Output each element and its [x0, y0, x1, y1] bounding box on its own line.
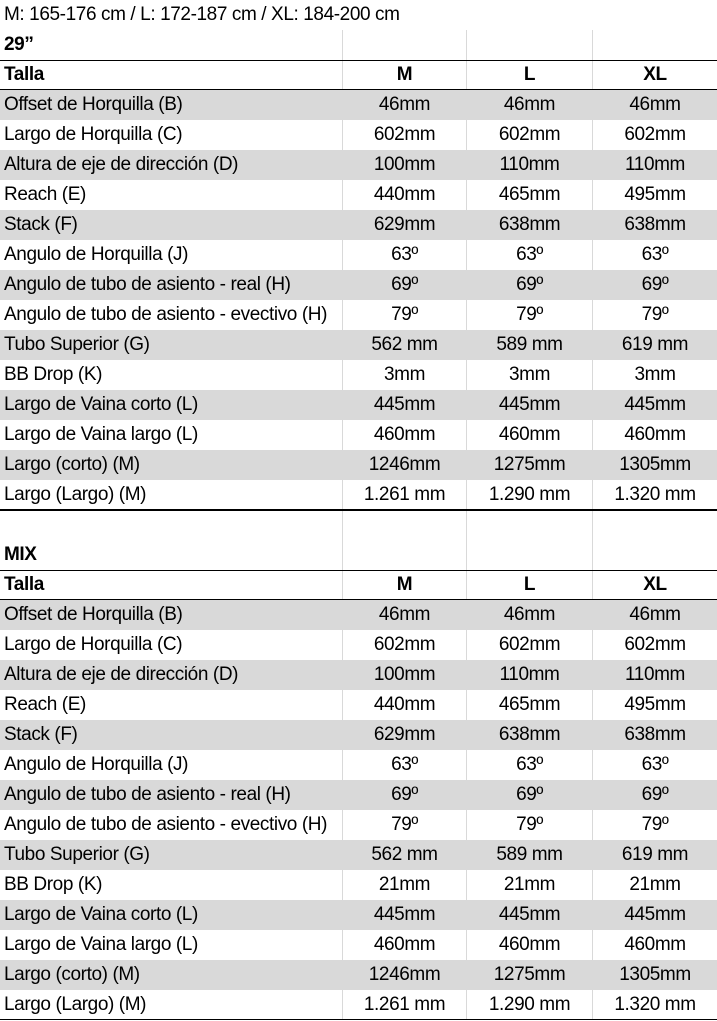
row-label: Largo de Vaina largo (L): [4, 424, 198, 445]
row-label: Tubo Superior (G): [4, 334, 150, 355]
empty-cell: [342, 511, 466, 540]
table-row: [0, 780, 717, 810]
value-size-xl: 1.320 mm: [592, 480, 717, 509]
value-size-l: 110mm: [466, 150, 592, 180]
value-size-m: 100mm: [342, 660, 466, 690]
table-row: [0, 120, 717, 150]
table-row: [0, 990, 717, 1020]
value-size-xl: 638mm: [592, 210, 717, 240]
value-size-l: 445mm: [466, 390, 592, 420]
value-size-xl: 69º: [592, 780, 717, 810]
value-size-xl: 1305mm: [592, 450, 717, 480]
value-size-l: 46mm: [466, 90, 592, 120]
value-size-m: 63º: [342, 750, 466, 780]
value-size-l: 3mm: [466, 360, 592, 390]
value-size-l: 638mm: [466, 720, 592, 750]
value-size-l: 1275mm: [466, 960, 592, 990]
empty-cell: [466, 30, 592, 60]
value-size-xl: 63º: [592, 240, 717, 270]
table-29-body: [0, 90, 717, 510]
table-row: [0, 390, 717, 420]
value-size-m: 79º: [342, 810, 466, 840]
table-row: [0, 750, 717, 780]
row-label: Altura de eje de dirección (D): [4, 664, 239, 685]
header-size-m: M: [342, 61, 466, 89]
value-size-xl: 69º: [592, 270, 717, 300]
header-talla: Talla: [4, 64, 44, 85]
table-row: [0, 270, 717, 300]
empty-cell: [342, 540, 466, 570]
value-size-l: 21mm: [466, 870, 592, 900]
value-size-m: 460mm: [342, 420, 466, 450]
row-label: Angulo de Horquilla (J): [4, 754, 189, 775]
row-label: Tubo Superior (G): [4, 844, 150, 865]
table-row: [0, 240, 717, 270]
table-row: [0, 660, 717, 690]
row-label: Largo (Largo) (M): [4, 993, 147, 1015]
value-size-m: 79º: [342, 300, 466, 330]
value-size-m: 440mm: [342, 180, 466, 210]
value-size-l: 1.290 mm: [466, 480, 592, 509]
table-row: [0, 480, 717, 510]
row-label: Angulo de tubo de asiento - real (H): [4, 274, 291, 295]
value-size-l: 460mm: [466, 930, 592, 960]
value-size-m: 460mm: [342, 930, 466, 960]
row-label: Reach (E): [4, 184, 86, 205]
table-row: [0, 720, 717, 750]
value-size-xl: 445mm: [592, 900, 717, 930]
empty-cell: [342, 30, 466, 60]
header-size-l: L: [466, 61, 592, 89]
empty-cell: [592, 30, 717, 60]
value-size-m: 629mm: [342, 720, 466, 750]
value-size-l: 46mm: [466, 600, 592, 630]
value-size-m: 445mm: [342, 390, 466, 420]
value-size-l: 1275mm: [466, 450, 592, 480]
value-size-l: 63º: [466, 750, 592, 780]
value-size-l: 445mm: [466, 900, 592, 930]
value-size-m: 562 mm: [342, 330, 466, 360]
value-size-xl: 638mm: [592, 720, 717, 750]
value-size-l: 589 mm: [466, 840, 592, 870]
table-row: [0, 420, 717, 450]
value-size-l: 69º: [466, 270, 592, 300]
value-size-xl: 602mm: [592, 120, 717, 150]
value-size-xl: 110mm: [592, 150, 717, 180]
table-row: [0, 180, 717, 210]
table-mix-header-row: [0, 570, 717, 600]
table-mix-title: MIX: [4, 544, 37, 565]
row-label: Largo de Vaina corto (L): [4, 904, 198, 925]
table-row: [0, 960, 717, 990]
value-size-xl: 79º: [592, 810, 717, 840]
value-size-xl: 110mm: [592, 660, 717, 690]
row-label: Angulo de tubo de asiento - evectivo (H): [4, 304, 328, 325]
row-label: Stack (F): [4, 214, 78, 235]
value-size-m: 602mm: [342, 630, 466, 660]
table-29-header-row: [0, 60, 717, 90]
empty-cell: [592, 540, 717, 570]
value-size-l: 79º: [466, 300, 592, 330]
table-row: [0, 600, 717, 630]
header-size-m: M: [342, 571, 466, 599]
value-size-m: 1246mm: [342, 450, 466, 480]
value-size-m: 100mm: [342, 150, 466, 180]
value-size-l: 69º: [466, 780, 592, 810]
value-size-l: 465mm: [466, 690, 592, 720]
table-29-title: 29’’: [4, 34, 34, 55]
row-label: BB Drop (K): [4, 364, 103, 385]
value-size-m: 602mm: [342, 120, 466, 150]
empty-cell: [466, 511, 592, 540]
row-label: Largo (corto) (M): [4, 454, 140, 475]
value-size-m: 63º: [342, 240, 466, 270]
table-row: [0, 870, 717, 900]
header-talla: Talla: [4, 574, 44, 595]
value-size-xl: 495mm: [592, 180, 717, 210]
row-label: Offset de Horquilla (B): [4, 604, 183, 625]
table-mix-title-row: [0, 540, 717, 570]
value-size-xl: 1305mm: [592, 960, 717, 990]
table-row: [0, 840, 717, 870]
value-size-l: 638mm: [466, 210, 592, 240]
size-range-note: M: 165-176 cm / L: 172-187 cm / XL: 184-200 cm: [4, 4, 400, 25]
value-size-xl: 1.320 mm: [592, 990, 717, 1019]
table-row: [0, 450, 717, 480]
value-size-m: 69º: [342, 270, 466, 300]
header-size-xl: XL: [592, 61, 717, 89]
row-label: Largo de Horquilla (C): [4, 634, 183, 655]
table-row: [0, 360, 717, 390]
header-size-l: L: [466, 571, 592, 599]
value-size-xl: 3mm: [592, 360, 717, 390]
value-size-m: 629mm: [342, 210, 466, 240]
empty-cell: [592, 511, 717, 540]
table-row: [0, 690, 717, 720]
row-label: Largo (corto) (M): [4, 964, 140, 985]
value-size-l: 589 mm: [466, 330, 592, 360]
row-label: Angulo de tubo de asiento - real (H): [4, 784, 291, 805]
value-size-m: 3mm: [342, 360, 466, 390]
value-size-xl: 602mm: [592, 630, 717, 660]
value-size-xl: 460mm: [592, 930, 717, 960]
table-mix-body: [0, 600, 717, 1020]
value-size-m: 46mm: [342, 600, 466, 630]
value-size-xl: 495mm: [592, 690, 717, 720]
table-29-title-row: [0, 30, 717, 60]
table-row: [0, 930, 717, 960]
row-label: Reach (E): [4, 694, 86, 715]
row-label: Altura de eje de dirección (D): [4, 154, 239, 175]
value-size-xl: 46mm: [592, 600, 717, 630]
value-size-m: 445mm: [342, 900, 466, 930]
size-range-note-row: [0, 0, 717, 30]
value-size-xl: 79º: [592, 300, 717, 330]
value-size-m: 440mm: [342, 690, 466, 720]
row-label: Angulo de tubo de asiento - evectivo (H): [4, 814, 328, 835]
value-size-l: 63º: [466, 240, 592, 270]
value-size-l: 602mm: [466, 120, 592, 150]
table-row: [0, 330, 717, 360]
value-size-l: 465mm: [466, 180, 592, 210]
row-label: Largo de Vaina corto (L): [4, 394, 198, 415]
table-row: [0, 900, 717, 930]
value-size-xl: 46mm: [592, 90, 717, 120]
table-row: [0, 90, 717, 120]
row-label: Stack (F): [4, 724, 78, 745]
value-size-l: 110mm: [466, 660, 592, 690]
value-size-m: 562 mm: [342, 840, 466, 870]
value-size-m: 21mm: [342, 870, 466, 900]
value-size-xl: 445mm: [592, 390, 717, 420]
value-size-l: 79º: [466, 810, 592, 840]
empty-cell: [466, 540, 592, 570]
table-row: [0, 300, 717, 330]
row-label: Largo de Horquilla (C): [4, 124, 183, 145]
value-size-xl: 619 mm: [592, 840, 717, 870]
value-size-m: 1246mm: [342, 960, 466, 990]
table-row: [0, 150, 717, 180]
table-row: [0, 810, 717, 840]
spacer-row: [0, 510, 717, 540]
value-size-l: 1.290 mm: [466, 990, 592, 1019]
value-size-xl: 63º: [592, 750, 717, 780]
value-size-m: 1.261 mm: [342, 990, 466, 1019]
table-row: [0, 630, 717, 660]
value-size-xl: 460mm: [592, 420, 717, 450]
value-size-m: 69º: [342, 780, 466, 810]
value-size-m: 1.261 mm: [342, 480, 466, 509]
table-row: [0, 210, 717, 240]
row-label: Largo de Vaina largo (L): [4, 934, 198, 955]
row-label: Angulo de Horquilla (J): [4, 244, 189, 265]
value-size-l: 602mm: [466, 630, 592, 660]
value-size-m: 46mm: [342, 90, 466, 120]
row-label: Offset de Horquilla (B): [4, 94, 183, 115]
row-label: Largo (Largo) (M): [4, 483, 147, 505]
header-size-xl: XL: [592, 571, 717, 599]
empty-cell: [0, 511, 342, 540]
value-size-xl: 619 mm: [592, 330, 717, 360]
row-label: BB Drop (K): [4, 874, 103, 895]
value-size-l: 460mm: [466, 420, 592, 450]
value-size-xl: 21mm: [592, 870, 717, 900]
